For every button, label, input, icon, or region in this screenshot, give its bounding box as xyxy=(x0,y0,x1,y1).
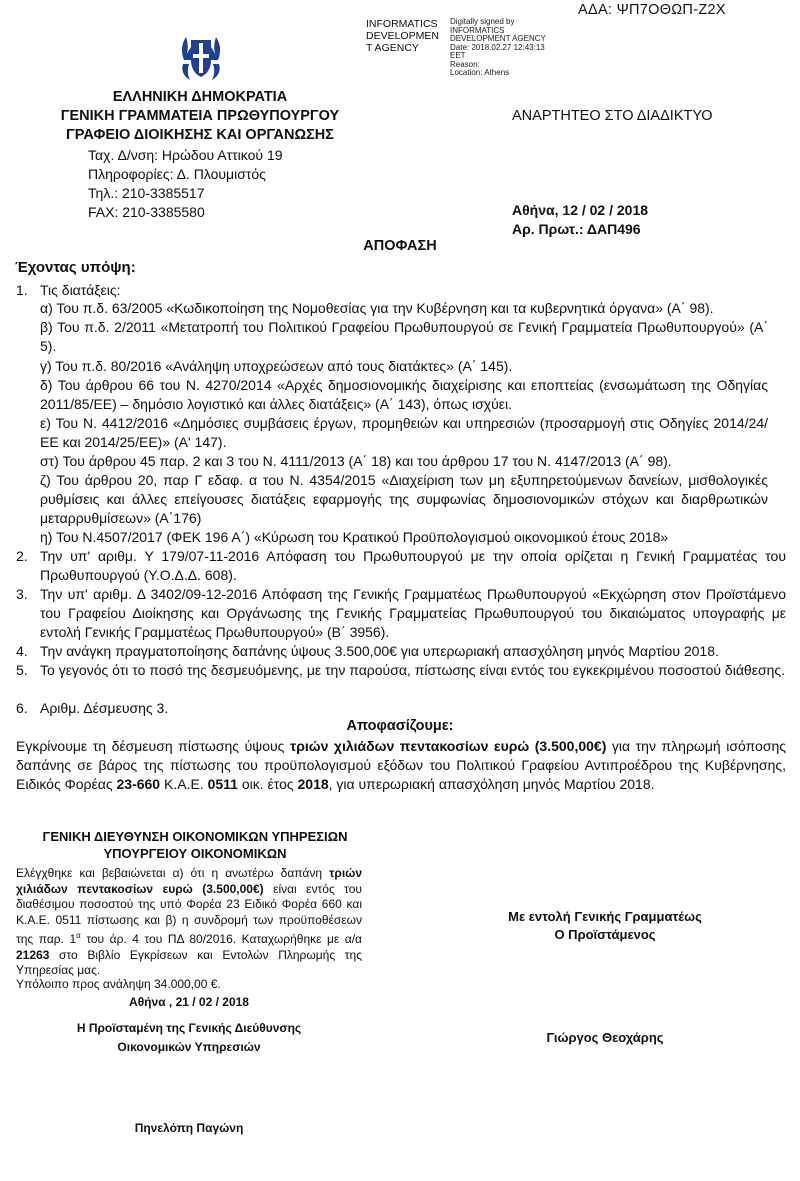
contact-person: Πληροφορίες: Δ. Πλουμιστός xyxy=(88,166,266,182)
decision-text: Εγκρίνουμε τη δέσμευση πίστωσης ύψους τριών χιλιάδων πεντακοσίων ευρώ (3.500,00€) για την πληρωμή ισόποσης δαπάνης σε βάρος της πίστωσης του προϋπολογισμού εξόδων του Πολιτικού Γραφείου Αντιπροέδρου της Κυβέρνησης, Ειδικός Φορέας 23-660 Κ.Α.Ε. 0511 οικ. έτος 2018, για υπερωριακή απασχόληση μηνός Μαρτίου 2018. xyxy=(16,738,787,792)
signature-org: INFORMATICS DEVELOPMEN T AGENCY xyxy=(366,18,439,54)
posted-notice: ΑΝΑΡΤΗΤΕΟ ΣΤΟ ΔΙΑΔΙΚΤΥΟ xyxy=(512,108,713,124)
list-item: 4. Την ανάγκη πραγματοποίησης δαπάνης ύψους 3.500,00€ για υπερωριακή απασχόληση μηνός Μαρτίου 2018. xyxy=(16,643,719,659)
protocol-number: Αρ. Πρωτ.: ΔΑΠ496 xyxy=(512,221,641,237)
list-item: ε) Του Ν. 4412/2016 «Δημόσιες συμβάσεις έργων, προμηθειών και υπηρεσιών (προσαρμογή στις Οδηγίες 2014/24/ΕΕ και 2014/25/ΕΕ)» (Α' 147). xyxy=(40,415,768,450)
list-item: δ) Του άρθρου 66 του Ν. 4270/2014 «Αρχές δημοσιονομικής διαχείρισης και εποπτείας (ενσωμάτωση της Οδηγίας 2011/85/ΕΕ) – δημόσιο λογιστικό και άλλες διατάξεις» (Α΄ 143), όπως ισχύει. xyxy=(40,377,768,412)
list-item: 3. Την υπ' αριθμ. Δ 3402/09-12-2016 Απόφαση της Γενικής Γραμματέως Πρωθυπουργού «Εκχώρηση στον Προϊστάμενο του Γραφείου Διοίκησης και Οργάνωσης της Γενικής Γραμματείας Πρωθυπουργού του δικαιώματος υπογραφής με εντολή Γενικής Γραμματέως Πρωθυπουργού» (Β΄ 3956). xyxy=(16,586,786,640)
address: Ταχ. Δ/νση: Ηρώδου Αττικού 19 xyxy=(88,147,283,163)
office-name: ΓΡΑΦΕΙΟ ΔΙΟΙΚΗΣΗΣ ΚΑΙ ΟΡΓΑΝΩΣΗΣ xyxy=(66,127,334,143)
registration-number: 21263 xyxy=(16,947,50,962)
finance-signer-role: Η Προϊσταμένη της Γενικής Διεύθυνσης Οικονομικών Υπηρεσιών xyxy=(76,1021,302,1054)
list-item: β) Του π.δ. 2/2011 «Μετατροπή του Πολιτικού Γραφείου Πρωθυπουργού σε Γενική Γραμματεία Πρωθυπουργού» (Α΄ 5). xyxy=(40,319,768,354)
special-bearer: 23-660 xyxy=(116,776,161,792)
list-item: ζ) Του άρθρου 20, παρ Γ εδαφ. α του Ν. 4354/2015 «Διαχείριση των μη εξυπηρετούμενων δανείων, μισθολογικές ρυθμίσεις και άλλες επείγουσες διατάξεις εφαρμογής της συμφωνίας δημοσιονομικών στόχων και διαρθρωτικών μεταρρυθμίσεων» (Α΄176) xyxy=(40,472,768,526)
finance-date: Αθήνα , 21 / 02 / 2018 xyxy=(129,995,249,1009)
finance-signer-name: Πηνελόπη Παγώνη xyxy=(134,1121,244,1135)
contact-details xyxy=(88,146,283,222)
decision-heading: Αποφασίζουμε: xyxy=(346,718,454,734)
org-header xyxy=(30,88,370,145)
signature-details: Digitally signed by INFORMATICS DEVELOPMENT AGENCY Date: 2018.02.27 12:43:13 EET Reason: Location: Athens xyxy=(450,17,546,77)
fiscal-year: 2018 xyxy=(297,776,329,792)
list-item: 2. Την υπ' αριθμ. Υ 179/07-11-2016 Απόφαση του Πρωθυπουργού με την οποία ορίζεται η Γενική Γραμματέας του Πρωθυπουργού (Υ.Ο.Δ.Δ. 608). xyxy=(16,548,786,583)
list-item: α) Του π.δ. 63/2005 «Κωδικοποίηση της Νομοθεσίας για την Κυβέρνηση και τα κυβερνητικά όργανα» (Α΄ 98). xyxy=(40,300,714,316)
decision-amount: τριών χιλιάδων πεντακοσίων ευρώ (3.500,00€) xyxy=(289,738,607,754)
document-date: Αθήνα, 12 / 02 / 2018 xyxy=(512,202,649,218)
list-item: 5. Το γεγονός ότι το ποσό της δεσμευόμενης, με την παρούσα, πίστωσης είναι εντός του εγκεκριμένου ποσοστού διάθεσης. xyxy=(16,662,786,678)
page-title: ΑΠΟΦΑΣΗ xyxy=(363,238,437,254)
telephone: Τηλ.: 210-3385517 xyxy=(88,185,205,201)
list-item: στ) Του άρθρου 45 παρ. 2 και 3 του Ν. 4111/2013 (Α΄ 18) και του άρθρου 17 του Ν. 4147/2013 (Α΄ 98). xyxy=(40,453,672,469)
greek-emblem-icon xyxy=(178,30,224,84)
finance-title: ΓΕΝΙΚΗ ΔΙΕΥΘΥΝΣΗ ΟΙΚΟΝΟΜΙΚΩΝ ΥΠΗΡΕΣΙΩΝ ΥΠΟΥΡΓΕΙΟΥ ΟΙΚΟΝΟΜΙΚΩΝ xyxy=(42,829,348,861)
list-item: 1. Τις διατάξεις: xyxy=(16,282,121,298)
kae-code: 0511 xyxy=(207,776,238,792)
fax: FAX: 210-3385580 xyxy=(88,204,205,220)
considering-heading: Έχοντας υπόψη: xyxy=(15,259,136,276)
finance-certification: Ελέγχθηκε και βεβαιώνεται α) ότι η ανωτέρω δαπάνη τριών χιλιάδων πεντακοσίων ευρώ (3.500,00€) είναι εντός του διαθέσιμου ποσοστού της υπό Φορέα 23 Ειδικό Φορέα 660 και Κ.Α.Ε. 0511 πίστωσης και β) η συνδρομή των προϋποθέσεων της παρ. $1^\alpha$ του άρ. 4 του ΠΔ 80/2016. Καταχωρήθηκε με α/α 21263 στο Βιβλίο Εγκρίσεων και Εντολών Πληρωμής της Υπηρεσίας μας. xyxy=(16,866,362,977)
state-name: ΕΛΛΗΝΙΚΗ ΔΗΜΟΚΡΑΤΙΑ xyxy=(112,89,288,105)
digital-signature xyxy=(366,17,546,77)
list-item: γ) Του π.δ. 80/2016 «Ανάληψη υποχρεώσεων από τους διατάκτες» (Α΄ 145). xyxy=(40,358,513,374)
list-item: 6. Αριθμ. Δέσμευσης 3. xyxy=(16,700,169,716)
list-item: η) Του Ν.4507/2017 (ΦΕΚ 196 Α΄) «Κύρωση του Κρατικού Προϋπολογισμού οικονομικού έτους 2018» xyxy=(40,529,669,545)
finance-amount: τριών χιλιάδων πεντακοσίων ευρώ (3.500,00€) xyxy=(16,866,362,896)
remaining-balance: Υπόλοιπο προς ανάληψη 34.000,00 €. xyxy=(16,977,221,991)
order-authority: Με εντολή Γενικής Γραμματέως Ο Προϊστάμενος xyxy=(508,909,702,942)
secretariat-name: ΓΕΝΙΚΗ ΓΡΑΜΜΑΤΕΙΑ ΠΡΩΘΥΠΟΥΡΓΟΥ xyxy=(60,108,340,124)
signer-name: Γιώργος Θεοχάρης xyxy=(546,1030,664,1045)
ada-code: ΑΔΑ: ΨΠ7ΟΘΩΠ-Ζ2Χ xyxy=(578,2,726,18)
